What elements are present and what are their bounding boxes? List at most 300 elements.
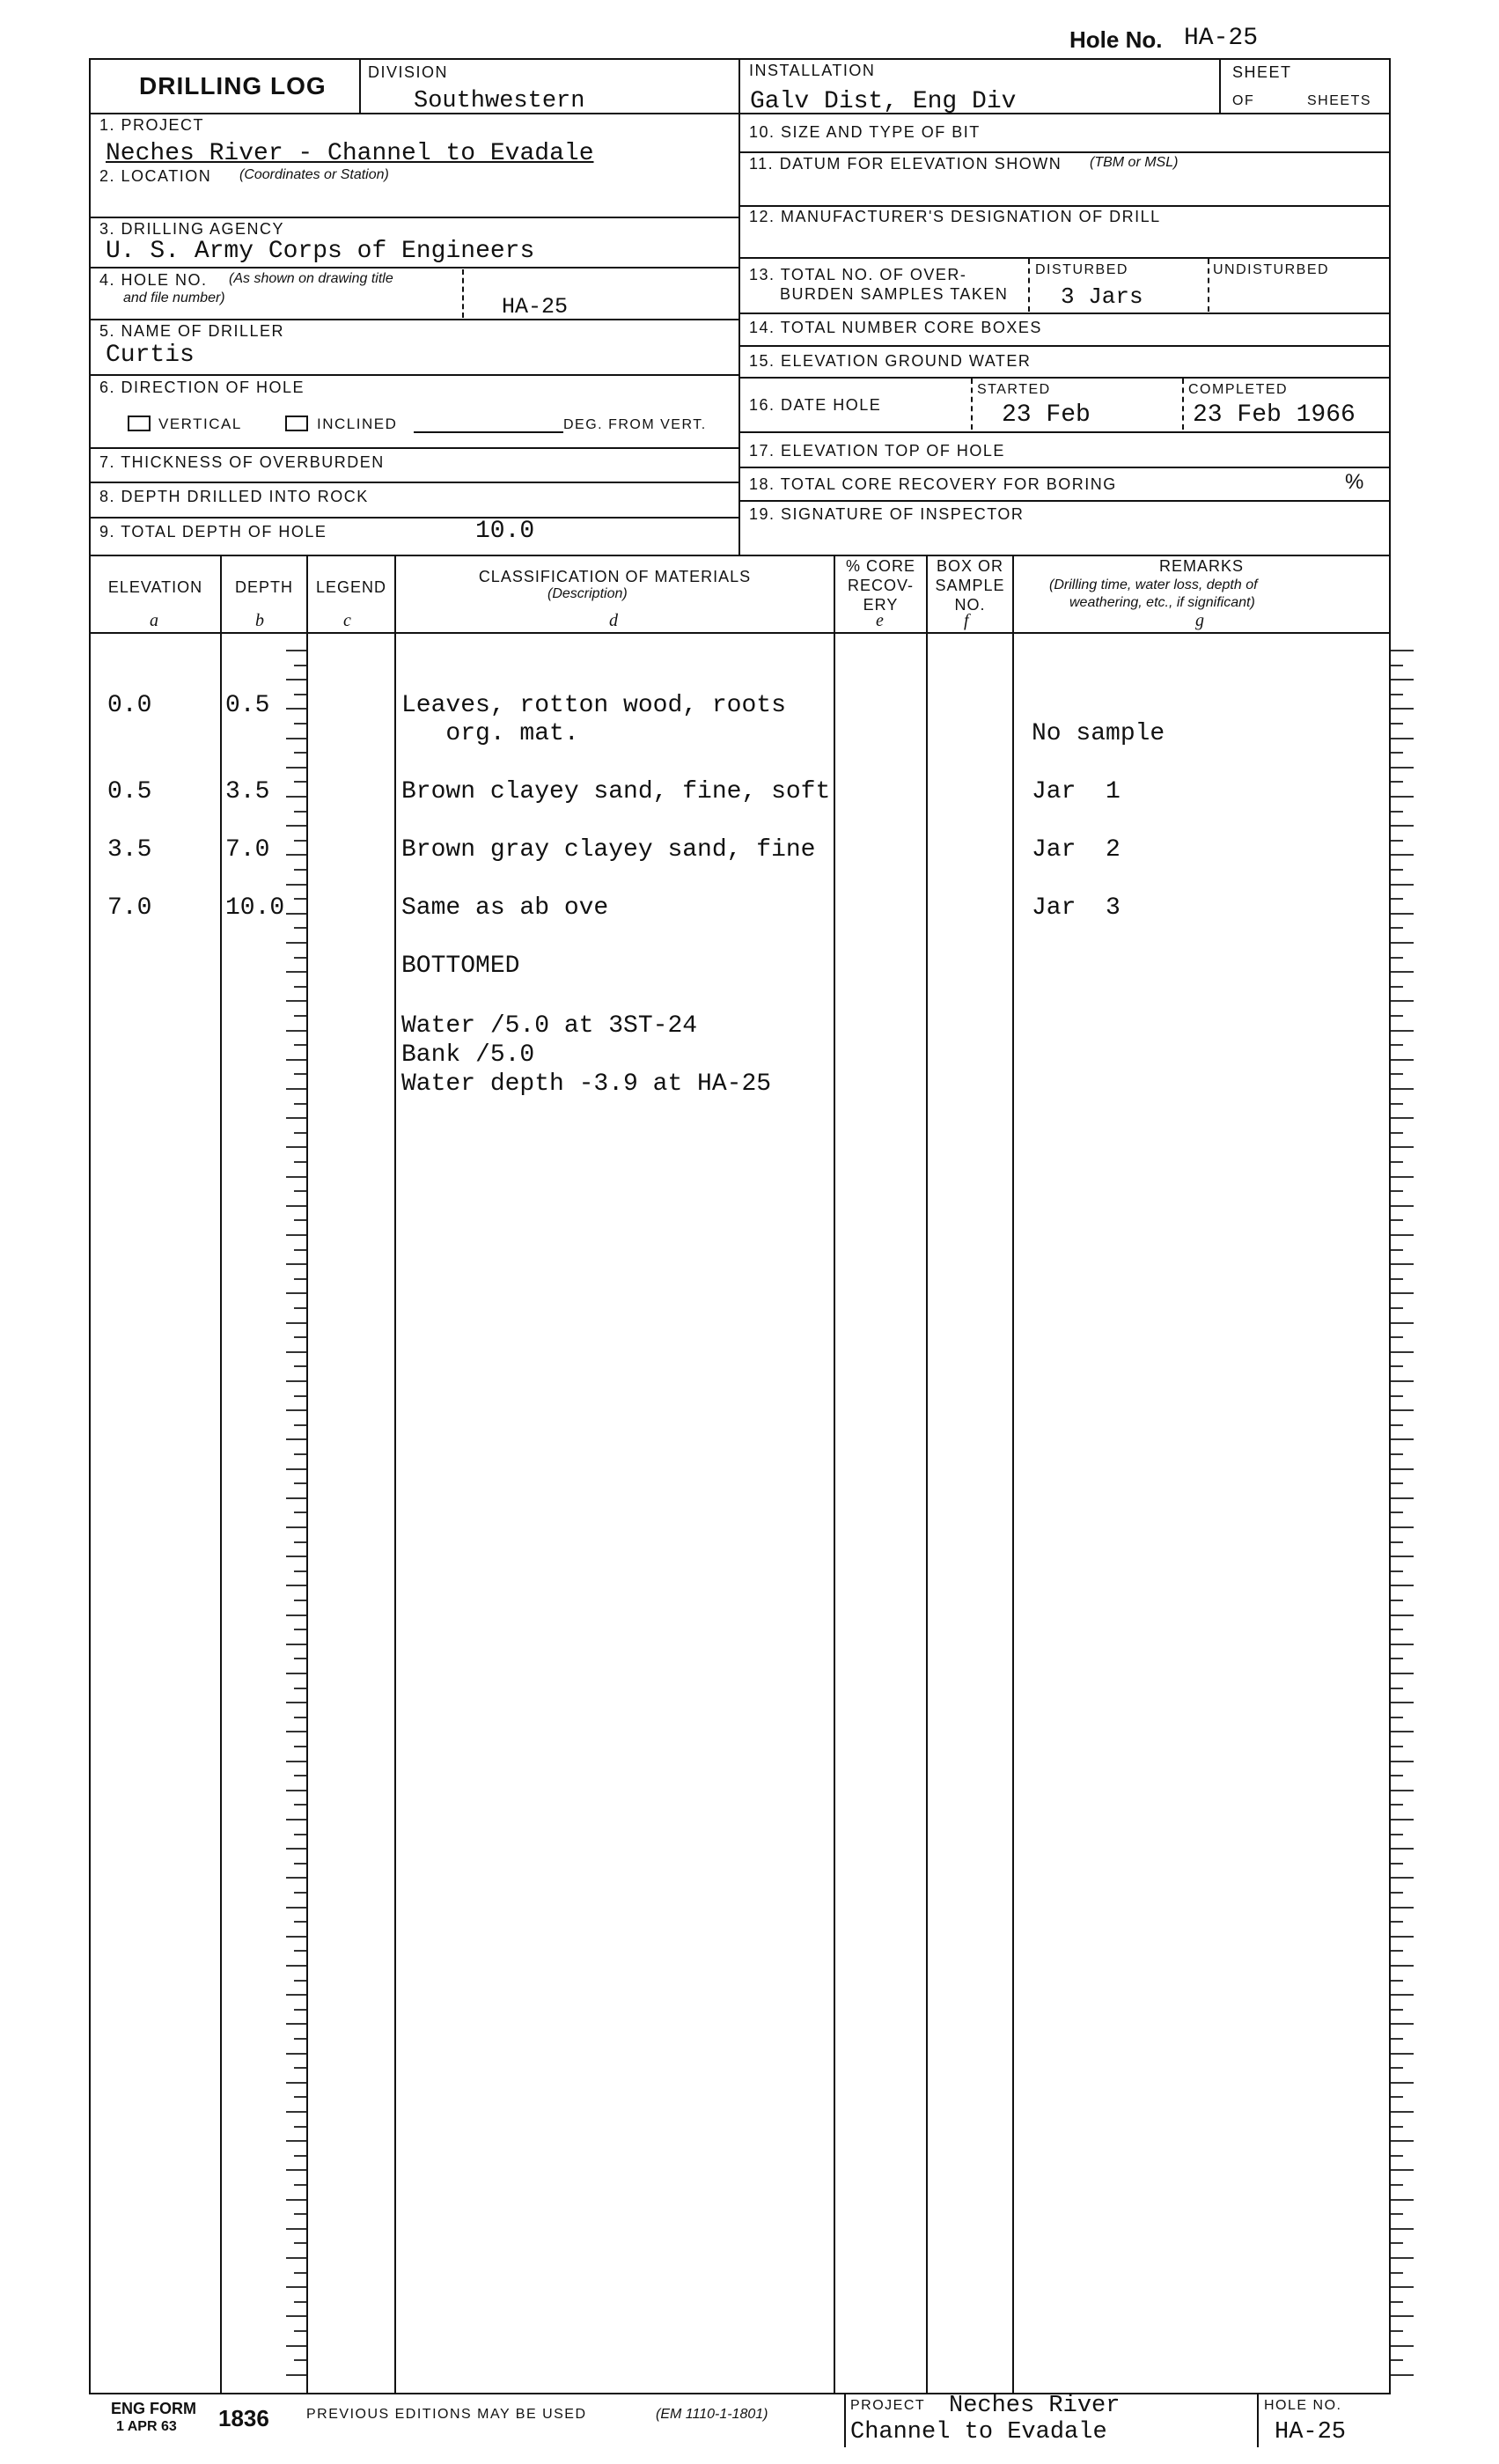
depth-tick: [286, 2286, 306, 2288]
undisturbed-label: UNDISTURBED: [1213, 262, 1330, 277]
depth-tick: [1391, 694, 1403, 695]
depth-tick: [294, 1570, 306, 1572]
footer-date: 1 APR 63: [116, 2419, 177, 2434]
depth-tick: [1391, 1234, 1414, 1236]
depth-tick: [1391, 1278, 1403, 1280]
depth-tick: [286, 1644, 306, 1645]
depth-tick: [1391, 913, 1414, 915]
depth-tick: [294, 1980, 306, 1982]
depth-tick: [1391, 1848, 1414, 1850]
depth-tick: [294, 665, 306, 666]
depth-tick: [286, 1117, 306, 1119]
depth-tick: [1391, 1059, 1414, 1061]
col-elevation: ELEVATION: [107, 578, 203, 596]
depth-tick: [1391, 1351, 1414, 1353]
footer-previous: PREVIOUS EDITIONS MAY BE USED: [306, 2407, 587, 2422]
depth-tick: [286, 708, 306, 710]
vertical-checkbox[interactable]: [128, 416, 151, 431]
inclined-degree-line: [414, 431, 563, 433]
depth-tick: [294, 2213, 306, 2215]
col-core-1: % CORE: [845, 557, 915, 575]
samples-label2: BURDEN SAMPLES TAKEN: [780, 285, 1009, 303]
depth-tick: [1391, 1044, 1403, 1046]
depth-tick: [1391, 2345, 1414, 2347]
depth-tick: [1391, 2286, 1414, 2288]
depth-tick: [294, 1950, 306, 1952]
depth-tick: [286, 1556, 306, 1557]
depth-tick: [1391, 2374, 1414, 2376]
row3-depth: 7.0: [225, 836, 270, 864]
agency-label: 3. DRILLING AGENCY: [99, 220, 285, 238]
depth-tick: [1391, 971, 1414, 973]
depth-tick: [294, 1921, 306, 1923]
depth-tick: [1391, 2067, 1403, 2069]
depth-tick: [1391, 1877, 1414, 1879]
row1-depth: 0.5: [225, 692, 270, 719]
overburden-label: 7. THICKNESS OF OVERBURDEN: [99, 453, 385, 471]
footer-form: ENG FORM: [111, 2400, 196, 2417]
depth-tick: [294, 1044, 306, 1046]
depth-tick: [294, 1775, 306, 1776]
depth-tick: [1391, 2213, 1403, 2215]
depth-tick: [294, 2242, 306, 2244]
depth-tick: [286, 2199, 306, 2201]
depth-tick: [286, 1731, 306, 1732]
depth-tick: [1391, 884, 1414, 886]
depth-tick: [286, 2374, 306, 2376]
depth-tick: [286, 1000, 306, 1002]
depth-tick: [1391, 811, 1403, 813]
depth-tick: [1391, 1717, 1403, 1718]
depth-tick: [294, 1511, 306, 1513]
letter-b: b: [255, 611, 264, 630]
disturbed-label: DISTURBED: [1035, 262, 1128, 277]
depth-tick: [286, 2111, 306, 2113]
depth-tick: [286, 1263, 306, 1265]
footer-hole-label: HOLE NO.: [1264, 2398, 1342, 2413]
depth-tick: [1391, 1658, 1403, 1659]
depth-tick: [1391, 2199, 1414, 2201]
col-legend: LEGEND: [315, 578, 387, 596]
hole-no-label: 4. HOLE NO.: [99, 271, 208, 289]
depth-tick: [286, 1790, 306, 1791]
driller-value: Curtis: [106, 342, 195, 369]
row3-elevation: 3.5: [107, 836, 152, 864]
depth-tick: [1391, 1688, 1403, 1689]
letter-g: g: [1195, 611, 1204, 630]
depth-tick: [294, 1688, 306, 1689]
row3-remark: Jar 2: [1032, 836, 1121, 864]
installation-label: INSTALLATION: [749, 62, 876, 79]
hole-no-sub1: (As shown on drawing title: [229, 271, 393, 286]
division-value: Southwestern: [414, 88, 585, 114]
top-hole-value: HA-25: [1184, 25, 1259, 52]
depth-tick: [1391, 1219, 1403, 1221]
col-core-2: RECOV-: [847, 577, 914, 594]
depth-tick: [286, 1205, 306, 1207]
row4-desc: Same as ab ove: [401, 894, 609, 922]
depth-tick: [294, 1365, 306, 1367]
depth-tick: [1391, 1511, 1403, 1513]
depth-tick: [286, 1030, 306, 1032]
disturbed-value: 3 Jars: [1061, 283, 1143, 310]
depth-tick: [1391, 1994, 1414, 1996]
depth-tick: [1391, 1117, 1414, 1119]
depth-tick: [1391, 1746, 1403, 1747]
agency-value: U. S. Army Corps of Engineers: [106, 238, 535, 265]
letter-f: f: [964, 611, 969, 630]
row2-elevation: 0.5: [107, 778, 152, 805]
depth-tick: [1391, 1921, 1403, 1923]
depth-tick: [1391, 1132, 1403, 1134]
depth-tick: [1391, 2023, 1414, 2025]
depth-tick: [286, 2169, 306, 2171]
depth-tick: [1391, 2111, 1414, 2113]
col-box-3: NO.: [954, 596, 986, 614]
depth-tick: [294, 1015, 306, 1017]
depth-tick: [1391, 1380, 1414, 1382]
depth-tick: [294, 2067, 306, 2069]
depth-tick: [294, 2126, 306, 2128]
depth-tick: [294, 1103, 306, 1105]
col-core-3: ERY: [863, 596, 899, 614]
depth-tick: [294, 1863, 306, 1865]
depth-tick: [1391, 1980, 1403, 1982]
col-remarks-sub2: weathering, etc., if significant): [1069, 595, 1255, 610]
col-remarks: REMARKS: [1158, 557, 1244, 575]
depth-tick: [1391, 2126, 1403, 2128]
col-box-2: SAMPLE: [935, 577, 1005, 594]
depth-tick: [1391, 1804, 1403, 1806]
depth-tick: [286, 2053, 306, 2055]
deg-label: DEG. FROM VERT.: [563, 417, 707, 432]
depth-tick: [286, 1526, 306, 1528]
depth-tick: [1391, 2242, 1403, 2244]
bit-label: 10. SIZE AND TYPE OF BIT: [749, 123, 981, 141]
depth-tick: [286, 2228, 306, 2230]
depth-tick: [1391, 2155, 1403, 2157]
sheet-label: SHEET: [1232, 63, 1292, 81]
depth-tick: [1391, 1863, 1403, 1865]
depth-tick: [286, 884, 306, 886]
depth-tick: [1391, 1424, 1403, 1426]
depth-tick: [286, 854, 306, 856]
row1-remark: No sample: [1032, 720, 1165, 747]
depth-tick: [1391, 1438, 1414, 1440]
depth-tick: [1391, 869, 1403, 871]
depth-tick: [1391, 2301, 1403, 2303]
depth-tick: [1391, 752, 1403, 754]
depth-tick: [294, 1424, 306, 1426]
manufacturer-label: 12. MANUFACTURER'S DESIGNATION OF DRILL: [749, 208, 1161, 225]
depth-tick: [1391, 2330, 1403, 2332]
depth-tick: [294, 2272, 306, 2274]
depth-tick: [294, 694, 306, 695]
depth-tick: [294, 1834, 306, 1835]
depth-tick: [1391, 2082, 1414, 2084]
row3-desc: Brown gray clayey sand, fine: [401, 836, 816, 864]
depth-tick: [286, 1702, 306, 1703]
row4-depth: 10.0: [225, 894, 285, 922]
depth-tick: [1391, 1790, 1414, 1791]
depth-tick: [1391, 1292, 1414, 1294]
depth-tick: [286, 1819, 306, 1820]
depth-tick: [1391, 1161, 1403, 1163]
depth-tick: [294, 927, 306, 929]
depth-tick: [1391, 708, 1414, 710]
inclined-checkbox[interactable]: [285, 416, 308, 431]
division-label: DIVISION: [368, 63, 449, 81]
driller-label: 5. NAME OF DRILLER: [99, 322, 285, 340]
direction-label: 6. DIRECTION OF HOLE: [99, 379, 305, 396]
depth-tick: [286, 942, 306, 944]
depth-tick: [294, 898, 306, 900]
depth-tick: [286, 1848, 306, 1850]
depth-tick: [1391, 2257, 1414, 2259]
depth-tick: [1391, 1103, 1403, 1105]
top-hole-label: Hole No.: [1069, 26, 1163, 53]
depth-tick: [286, 1497, 306, 1499]
depth-tick: [1391, 840, 1403, 842]
depth-tick: [1391, 1395, 1403, 1397]
depth-tick: [294, 869, 306, 871]
depth-tick: [286, 1409, 306, 1411]
depth-tick: [294, 2330, 306, 2332]
depth-tick: [294, 752, 306, 754]
depth-tick: [286, 2345, 306, 2347]
depth-tick: [1391, 1073, 1403, 1075]
depth-tick: [294, 1629, 306, 1630]
depth-tick: [286, 796, 306, 798]
depth-tick: [1391, 2038, 1403, 2040]
depth-tick: [1391, 1541, 1403, 1543]
location-sub: (Coordinates or Station): [239, 167, 389, 182]
form-title: DRILLING LOG: [139, 72, 327, 99]
depth-tick: [294, 1804, 306, 1806]
depth-tick: [286, 2257, 306, 2259]
depth-tick: [1391, 679, 1414, 680]
depth-tick: [286, 825, 306, 827]
depth-tick: [286, 1614, 306, 1616]
letter-c: c: [343, 611, 351, 630]
depth-tick: [294, 1278, 306, 1280]
depth-tick: [294, 811, 306, 813]
depth-tick: [1391, 1030, 1414, 1032]
total-depth-value: 10.0: [475, 518, 535, 545]
depth-tick: [1391, 1629, 1403, 1630]
completed-label: COMPLETED: [1188, 382, 1289, 397]
letter-a: a: [150, 611, 158, 630]
col-classification-sub: (Description): [547, 586, 628, 601]
depth-tick: [1391, 1936, 1414, 1938]
depth-tick: [286, 1936, 306, 1938]
depth-tick: [1391, 1307, 1403, 1309]
depth-tick: [1391, 1892, 1403, 1894]
depth-tick: [294, 723, 306, 724]
depth-tick: [286, 767, 306, 769]
sheets-label: SHEETS: [1307, 93, 1372, 108]
depth-tick: [286, 1994, 306, 1996]
depth-tick: [294, 986, 306, 988]
depth-tick: [1391, 1263, 1414, 1265]
installation-value: Galv Dist, Eng Div: [750, 88, 1017, 115]
depth-tick: [1391, 665, 1403, 666]
depth-tick: [1391, 1336, 1403, 1338]
depth-tick: [1391, 1146, 1414, 1148]
sheet-of-label: OF: [1232, 93, 1255, 108]
rock-label: 8. DEPTH DRILLED INTO ROCK: [99, 488, 369, 505]
depth-tick: [1391, 1731, 1414, 1732]
depth-tick: [286, 1761, 306, 1762]
core-boxes-label: 14. TOTAL NUMBER CORE BOXES: [749, 319, 1042, 336]
project-value: Neches River - Channel to Evadale: [106, 140, 594, 167]
depth-tick: [1391, 796, 1414, 798]
depth-tick: [1391, 781, 1403, 783]
row1-elevation: 0.0: [107, 692, 152, 719]
depth-tick: [1391, 1819, 1414, 1820]
depth-tick: [1391, 1365, 1403, 1367]
depth-tick: [1391, 1834, 1403, 1835]
depth-tick: [1391, 1497, 1414, 1499]
elev-top-label: 17. ELEVATION TOP OF HOLE: [749, 442, 1005, 460]
depth-tick: [294, 840, 306, 842]
depth-tick: [294, 2359, 306, 2361]
depth-tick: [286, 2315, 306, 2317]
depth-tick: [1391, 1322, 1414, 1324]
depth-tick: [294, 1219, 306, 1221]
depth-tick: [294, 2155, 306, 2157]
total-depth-label: 9. TOTAL DEPTH OF HOLE: [99, 523, 327, 541]
depth-tick: [1391, 1015, 1403, 1017]
row2-remark: Jar 1: [1032, 778, 1121, 805]
depth-tick: [286, 1088, 306, 1090]
depth-tick: [294, 1482, 306, 1484]
location-label: 2. LOCATION: [99, 167, 212, 185]
depth-tick: [1391, 1702, 1414, 1703]
depth-tick: [1391, 2184, 1403, 2186]
depth-tick: [294, 2096, 306, 2098]
depth-tick: [294, 1658, 306, 1659]
depth-tick: [1391, 1600, 1403, 1601]
depth-tick: [1391, 1570, 1403, 1572]
depth-tick: [286, 1907, 306, 1909]
depth-tick: [1391, 2096, 1403, 2098]
depth-tick: [286, 2023, 306, 2025]
depth-tick: [294, 2184, 306, 2186]
core-recovery-unit: %: [1345, 470, 1364, 494]
row2-desc: Brown clayey sand, fine, soft: [401, 778, 831, 805]
depth-tick: [1391, 723, 1403, 724]
footer-project-value2: Channel to Evadale: [850, 2419, 1107, 2446]
depth-tick: [286, 1965, 306, 1967]
depth-tick: [1391, 1000, 1414, 1002]
depth-tick: [294, 1073, 306, 1075]
depth-tick: [1391, 1965, 1414, 1967]
depth-tick: [294, 781, 306, 783]
depth-tick: [1391, 1761, 1414, 1762]
depth-tick: [294, 1161, 306, 1163]
depth-tick: [1391, 1585, 1414, 1586]
ground-water-label: 15. ELEVATION GROUND WATER: [749, 352, 1032, 370]
depth-tick: [1391, 2053, 1414, 2055]
note-bank: Bank /5.0: [401, 1041, 535, 1069]
depth-tick: [1391, 854, 1414, 856]
note-water-depth: Water depth -3.9 at HA-25: [401, 1070, 772, 1098]
depth-tick: [1391, 650, 1414, 651]
row2-depth: 3.5: [225, 778, 270, 805]
depth-tick: [294, 1746, 306, 1747]
depth-tick: [294, 1453, 306, 1455]
depth-tick: [294, 2009, 306, 2011]
depth-tick: [1391, 767, 1414, 769]
depth-tick: [286, 1877, 306, 1879]
row1-desc1: Leaves, rotton wood, roots: [401, 692, 786, 719]
depth-tick: [1391, 1468, 1414, 1470]
depth-tick: [294, 1717, 306, 1718]
col-depth: DEPTH: [234, 578, 293, 596]
depth-tick: [294, 1395, 306, 1397]
core-recovery-label: 18. TOTAL CORE RECOVERY FOR BORING: [749, 475, 1117, 493]
depth-tick: [1391, 986, 1403, 988]
project-label: 1. PROJECT: [99, 116, 205, 134]
depth-tick: [286, 1673, 306, 1674]
col-box-1: BOX OR: [936, 557, 1003, 575]
depth-tick: [1391, 927, 1403, 929]
depth-tick: [1391, 1673, 1414, 1674]
hole-no-sub2: and file number): [123, 291, 225, 305]
depth-tick: [294, 1249, 306, 1251]
depth-tick: [286, 1176, 306, 1178]
depth-tick: [1391, 1644, 1414, 1645]
depth-tick: [1391, 825, 1414, 827]
depth-tick: [294, 1190, 306, 1192]
depth-tick: [294, 2038, 306, 2040]
depth-tick: [1391, 1950, 1403, 1952]
depth-tick: [1391, 2272, 1403, 2274]
depth-tick: [294, 2301, 306, 2303]
depth-tick: [1391, 957, 1403, 959]
completed-value: 23 Feb 1966: [1193, 401, 1356, 429]
footer-hole-value: HA-25: [1275, 2419, 1347, 2446]
depth-tick: [286, 1322, 306, 1324]
depth-tick: [286, 1059, 306, 1061]
depth-tick: [286, 2082, 306, 2084]
depth-tick: [1391, 1205, 1414, 1207]
depth-tick: [1391, 898, 1403, 900]
note-water: Water /5.0 at 3ST-24: [401, 1012, 698, 1040]
depth-tick: [286, 1468, 306, 1470]
depth-tick: [286, 971, 306, 973]
depth-tick: [286, 1292, 306, 1294]
depth-tick: [1391, 2169, 1414, 2171]
samples-label1: 13. TOTAL NO. OF OVER-: [749, 266, 967, 283]
depth-tick: [294, 1600, 306, 1601]
depth-tick: [1391, 1482, 1403, 1484]
depth-tick: [1391, 2009, 1403, 2011]
depth-tick: [1391, 1907, 1414, 1909]
footer-em: (EM 1110-1-1801): [656, 2407, 768, 2422]
depth-tick: [286, 650, 306, 651]
depth-tick: [286, 738, 306, 739]
depth-tick: [286, 1438, 306, 1440]
depth-tick: [1391, 2315, 1414, 2317]
depth-tick: [294, 1541, 306, 1543]
depth-tick: [294, 1307, 306, 1309]
footer-project-label: PROJECT: [850, 2398, 926, 2413]
depth-tick: [294, 1336, 306, 1338]
vertical-label: VERTICAL: [158, 416, 242, 432]
note-bottomed: BOTTOMED: [401, 953, 520, 980]
